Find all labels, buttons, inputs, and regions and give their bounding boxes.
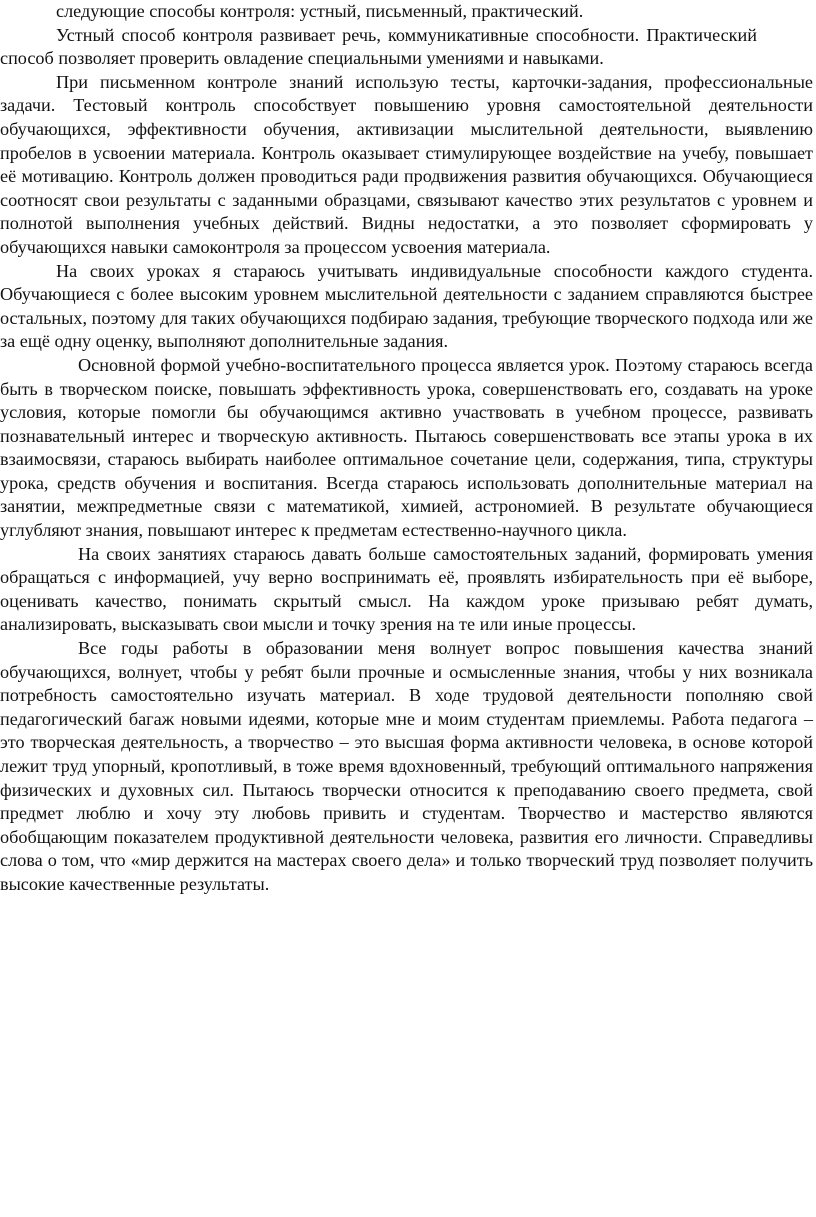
paragraph-quality-of-knowledge: Все годы работы в образовании меня волнует вопрос повышения качества знаний обучающихся, волнует, чтобы у ребят были прочные и осмысленные знания, чтобы у них возникала потребность самостоятельно изучать материал. В ходе трудовой деятельности пополняю свой педагогический багаж новыми идеями, которые мне и моим студентам приемлемы. Работа педагога – это творческая деятельность, а творчество – это высшая форма активности человека, в основе которой лежит труд упорный, кропотливый, в тоже время вдохновенный, требующий оптимального напряжения физических и духовных сил. Пытаюсь творчески относится к преподаванию своего предмета, свой предмет люблю и хочу эту любовь привить и студентам. Творчество и мастерство являются обобщающим показателем продуктивной деятельности человека, развития его личности. Справедливы слова о том, что «мир держится на мастерах своего дела» и только творческий труд позволяет получить высокие качественные результаты. [0,638,813,894]
paragraph-written-control: При письменном контроле знаний использую тесты, карточки-задания, профессиональные задачи. Тестовый контроль способствует повышению уровня самостоятельной деятельности обучающихся, эффективности обучения, активизации мыслительной деятельности, выявлению пробелов в усвоении материала. Контроль оказывает стимулирующее воздействие на учебу, повышает её мотивацию. Контроль должен проводиться ради продвижения развития обучающихся. Обучающиеся соотносят свои результаты с заданными образцами, связывают качество этих результатов с уровнем и полнотой выполнения учебных действий. Видны недостатки, а это позволяет сформировать у обучающихся навыки самоконтроля за процессом усвоения материала. [0,71,813,257]
paragraph-control-methods: следующие способы контроля: устный, письменный, практический. [56,1,584,21]
paragraph-individual-abilities: На своих уроках я стараюсь учитывать индивидуальные способности каждого студента. Обучающиеся с более высоким уровнем мыслительной деятельности с заданием справляются быстрее остальных, поэтому для таких обучающихся подбираю задания, требующие творческого подхода или же за ещё одну оценку, выполняют дополнительные задания. [0,260,813,352]
paragraph-oral-control: Устный способ контроля развивает речь, коммуникативные способности. Практический способ позволяет проверить овладение специальными умениями и навыками. [0,24,757,69]
paragraph-independent-tasks: На своих занятиях стараюсь давать больше самостоятельных заданий, формировать умения обращаться с информацией, учу верно воспринимать её, проявлять избирательность при её выборе, оценивать качество, понимать скрытый смысл. На каждом уроке призываю ребят думать, анализировать, высказывать свои мысли и точку зрения на те или иные процессы. [0,543,813,635]
paragraph-lesson-form: Основной формой учебно-воспитательного процесса является урок. Поэтому стараюсь всегда быть в творческом поиске, повышать эффективность урока, совершенствовать его, создавать на уроке условия, которые помогли бы обучающимся активно участвовать в учебном процессе, развивать познавательный интерес и творческую активность. Пытаюсь совершенствовать все этапы урока в их взаимосвязи, стараюсь выбирать наиболее оптимальное сочетание цели, содержания, типа, структуры урока, средств обучения и воспитания. Всегда стараюсь использовать дополнительные материал на занятии, межпредметные связи с математикой, химией, астрономией. В результате обучающиеся углубляют знания, повышают интерес к предметам естественно-научного цикла. [0,354,813,541]
